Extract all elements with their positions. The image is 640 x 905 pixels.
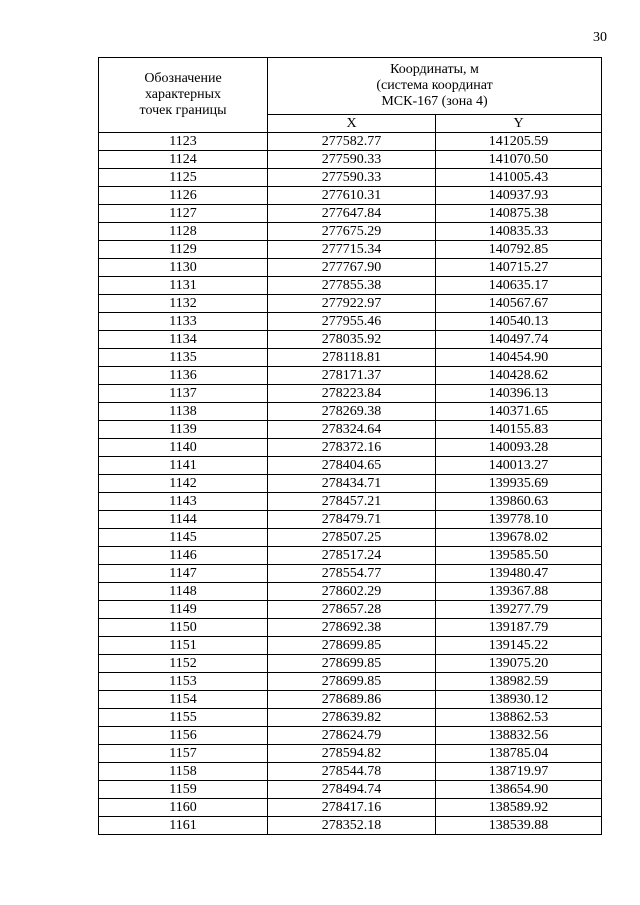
y-coordinate-cell: 138589.92 xyxy=(436,799,602,817)
y-coordinate-cell: 139585.50 xyxy=(436,547,602,565)
y-coordinate-cell: 138539.88 xyxy=(436,817,602,835)
point-id-cell: 1134 xyxy=(99,331,268,349)
point-id-cell: 1161 xyxy=(99,817,268,835)
y-coordinate-cell: 139145.22 xyxy=(436,637,602,655)
point-id-cell: 1149 xyxy=(99,601,268,619)
point-id-cell: 1132 xyxy=(99,295,268,313)
table-row xyxy=(99,259,602,277)
x-coordinate-cell: 277855.38 xyxy=(268,277,436,295)
table-row xyxy=(99,583,602,601)
x-coordinate-cell: 278324.64 xyxy=(268,421,436,439)
point-id-cell: 1154 xyxy=(99,691,268,709)
table-row xyxy=(99,637,602,655)
point-id-cell: 1133 xyxy=(99,313,268,331)
table-row xyxy=(99,151,602,169)
point-id-cell: 1140 xyxy=(99,439,268,457)
y-coordinate-cell: 140155.83 xyxy=(436,421,602,439)
point-id-cell: 1159 xyxy=(99,781,268,799)
point-id-cell: 1144 xyxy=(99,511,268,529)
point-id-cell: 1136 xyxy=(99,367,268,385)
x-coordinate-cell: 278417.16 xyxy=(268,799,436,817)
point-id-cell: 1160 xyxy=(99,799,268,817)
y-coordinate-cell: 140937.93 xyxy=(436,187,602,205)
x-coordinate-cell: 277922.97 xyxy=(268,295,436,313)
point-id-cell: 1127 xyxy=(99,205,268,223)
header-y: Y xyxy=(436,115,602,133)
y-coordinate-cell: 139480.47 xyxy=(436,565,602,583)
header-x: X xyxy=(268,115,436,133)
x-coordinate-cell: 278352.18 xyxy=(268,817,436,835)
point-id-cell: 1157 xyxy=(99,745,268,763)
table-row xyxy=(99,601,602,619)
y-coordinate-cell: 139277.79 xyxy=(436,601,602,619)
table-row xyxy=(99,547,602,565)
x-coordinate-cell: 278457.21 xyxy=(268,493,436,511)
y-coordinate-cell: 141205.59 xyxy=(436,133,602,151)
x-coordinate-cell: 278689.86 xyxy=(268,691,436,709)
y-coordinate-cell: 140635.17 xyxy=(436,277,602,295)
x-coordinate-cell: 278507.25 xyxy=(268,529,436,547)
y-coordinate-cell: 139778.10 xyxy=(436,511,602,529)
table-row xyxy=(99,439,602,457)
y-coordinate-cell: 140013.27 xyxy=(436,457,602,475)
point-id-cell: 1151 xyxy=(99,637,268,655)
point-id-cell: 1130 xyxy=(99,259,268,277)
y-coordinate-cell: 140371.65 xyxy=(436,403,602,421)
point-id-cell: 1152 xyxy=(99,655,268,673)
x-coordinate-cell: 278372.16 xyxy=(268,439,436,457)
point-id-cell: 1135 xyxy=(99,349,268,367)
table-row xyxy=(99,727,602,745)
table-row xyxy=(99,475,602,493)
y-coordinate-cell: 141005.43 xyxy=(436,169,602,187)
point-id-cell: 1153 xyxy=(99,673,268,691)
x-coordinate-cell: 277590.33 xyxy=(268,169,436,187)
table-row xyxy=(99,619,602,637)
y-coordinate-cell: 140093.28 xyxy=(436,439,602,457)
point-id-cell: 1131 xyxy=(99,277,268,295)
table-row xyxy=(99,349,602,367)
x-coordinate-cell: 278624.79 xyxy=(268,727,436,745)
table-row xyxy=(99,313,602,331)
x-coordinate-cell: 278517.24 xyxy=(268,547,436,565)
x-coordinate-cell: 278434.71 xyxy=(268,475,436,493)
point-id-cell: 1123 xyxy=(99,133,268,151)
table-row xyxy=(99,655,602,673)
table-row xyxy=(99,367,602,385)
y-coordinate-cell: 140792.85 xyxy=(436,241,602,259)
y-coordinate-cell: 140875.38 xyxy=(436,205,602,223)
point-id-cell: 1145 xyxy=(99,529,268,547)
x-coordinate-cell: 278699.85 xyxy=(268,637,436,655)
x-coordinate-cell: 278171.37 xyxy=(268,367,436,385)
y-coordinate-cell: 138832.56 xyxy=(436,727,602,745)
table-row xyxy=(99,295,602,313)
y-coordinate-cell: 139935.69 xyxy=(436,475,602,493)
x-coordinate-cell: 278699.85 xyxy=(268,673,436,691)
y-coordinate-cell: 140396.13 xyxy=(436,385,602,403)
y-coordinate-cell: 138654.90 xyxy=(436,781,602,799)
y-coordinate-cell: 139860.63 xyxy=(436,493,602,511)
x-coordinate-cell: 278269.38 xyxy=(268,403,436,421)
point-id-cell: 1128 xyxy=(99,223,268,241)
table-row xyxy=(99,529,602,547)
y-coordinate-cell: 139367.88 xyxy=(436,583,602,601)
point-id-cell: 1138 xyxy=(99,403,268,421)
table-row xyxy=(99,385,602,403)
point-id-cell: 1158 xyxy=(99,763,268,781)
table-row xyxy=(99,133,602,151)
table-row xyxy=(99,205,602,223)
table-row xyxy=(99,223,602,241)
table-row xyxy=(99,763,602,781)
x-coordinate-cell: 277675.29 xyxy=(268,223,436,241)
table-row xyxy=(99,691,602,709)
y-coordinate-cell: 139678.02 xyxy=(436,529,602,547)
x-coordinate-cell: 277582.77 xyxy=(268,133,436,151)
y-coordinate-cell: 140497.74 xyxy=(436,331,602,349)
point-id-cell: 1139 xyxy=(99,421,268,439)
y-coordinate-cell: 138785.04 xyxy=(436,745,602,763)
x-coordinate-cell: 278544.78 xyxy=(268,763,436,781)
table-body xyxy=(99,133,602,835)
coordinates-table xyxy=(98,57,602,835)
point-id-cell: 1148 xyxy=(99,583,268,601)
point-id-cell: 1146 xyxy=(99,547,268,565)
x-coordinate-cell: 278554.77 xyxy=(268,565,436,583)
table-row xyxy=(99,673,602,691)
x-coordinate-cell: 278639.82 xyxy=(268,709,436,727)
table-row xyxy=(99,277,602,295)
point-id-cell: 1155 xyxy=(99,709,268,727)
x-coordinate-cell: 278479.71 xyxy=(268,511,436,529)
point-id-cell: 1141 xyxy=(99,457,268,475)
table-row xyxy=(99,799,602,817)
y-coordinate-cell: 138982.59 xyxy=(436,673,602,691)
y-coordinate-cell: 139075.20 xyxy=(436,655,602,673)
table-row xyxy=(99,493,602,511)
x-coordinate-cell: 278692.38 xyxy=(268,619,436,637)
y-coordinate-cell: 138719.97 xyxy=(436,763,602,781)
y-coordinate-cell: 140428.62 xyxy=(436,367,602,385)
point-id-cell: 1156 xyxy=(99,727,268,745)
x-coordinate-cell: 278657.28 xyxy=(268,601,436,619)
table-row xyxy=(99,403,602,421)
table-row xyxy=(99,421,602,439)
y-coordinate-cell: 138862.53 xyxy=(436,709,602,727)
x-coordinate-cell: 277955.46 xyxy=(268,313,436,331)
x-coordinate-cell: 278494.74 xyxy=(268,781,436,799)
x-coordinate-cell: 278035.92 xyxy=(268,331,436,349)
table-row xyxy=(99,169,602,187)
table-row xyxy=(99,241,602,259)
x-coordinate-cell: 278594.82 xyxy=(268,745,436,763)
x-coordinate-cell: 278223.84 xyxy=(268,385,436,403)
point-id-cell: 1147 xyxy=(99,565,268,583)
x-coordinate-cell: 277647.84 xyxy=(268,205,436,223)
x-coordinate-cell: 277715.34 xyxy=(268,241,436,259)
y-coordinate-cell: 139187.79 xyxy=(436,619,602,637)
table-row xyxy=(99,709,602,727)
header-point-designation: Обозначение характерных точек границы xyxy=(99,58,268,133)
point-id-cell: 1129 xyxy=(99,241,268,259)
y-coordinate-cell: 140715.27 xyxy=(436,259,602,277)
point-id-cell: 1124 xyxy=(99,151,268,169)
x-coordinate-cell: 278602.29 xyxy=(268,583,436,601)
header-coordinates: Координаты, м (система координат МСК-167 (зона 4) xyxy=(268,58,602,115)
table-row xyxy=(99,457,602,475)
table-row xyxy=(99,511,602,529)
table-row xyxy=(99,565,602,583)
x-coordinate-cell: 278118.81 xyxy=(268,349,436,367)
y-coordinate-cell: 140540.13 xyxy=(436,313,602,331)
x-coordinate-cell: 277610.31 xyxy=(268,187,436,205)
y-coordinate-cell: 141070.50 xyxy=(436,151,602,169)
y-coordinate-cell: 140835.33 xyxy=(436,223,602,241)
point-id-cell: 1137 xyxy=(99,385,268,403)
point-id-cell: 1142 xyxy=(99,475,268,493)
x-coordinate-cell: 277590.33 xyxy=(268,151,436,169)
y-coordinate-cell: 140454.90 xyxy=(436,349,602,367)
page-number: 30 xyxy=(593,30,607,45)
point-id-cell: 1126 xyxy=(99,187,268,205)
x-coordinate-cell: 278404.65 xyxy=(268,457,436,475)
point-id-cell: 1143 xyxy=(99,493,268,511)
table-row xyxy=(99,781,602,799)
table-row xyxy=(99,331,602,349)
x-coordinate-cell: 277767.90 xyxy=(268,259,436,277)
table-row xyxy=(99,745,602,763)
point-id-cell: 1125 xyxy=(99,169,268,187)
table-row xyxy=(99,817,602,835)
point-id-cell: 1150 xyxy=(99,619,268,637)
table-row xyxy=(99,187,602,205)
y-coordinate-cell: 140567.67 xyxy=(436,295,602,313)
y-coordinate-cell: 138930.12 xyxy=(436,691,602,709)
x-coordinate-cell: 278699.85 xyxy=(268,655,436,673)
